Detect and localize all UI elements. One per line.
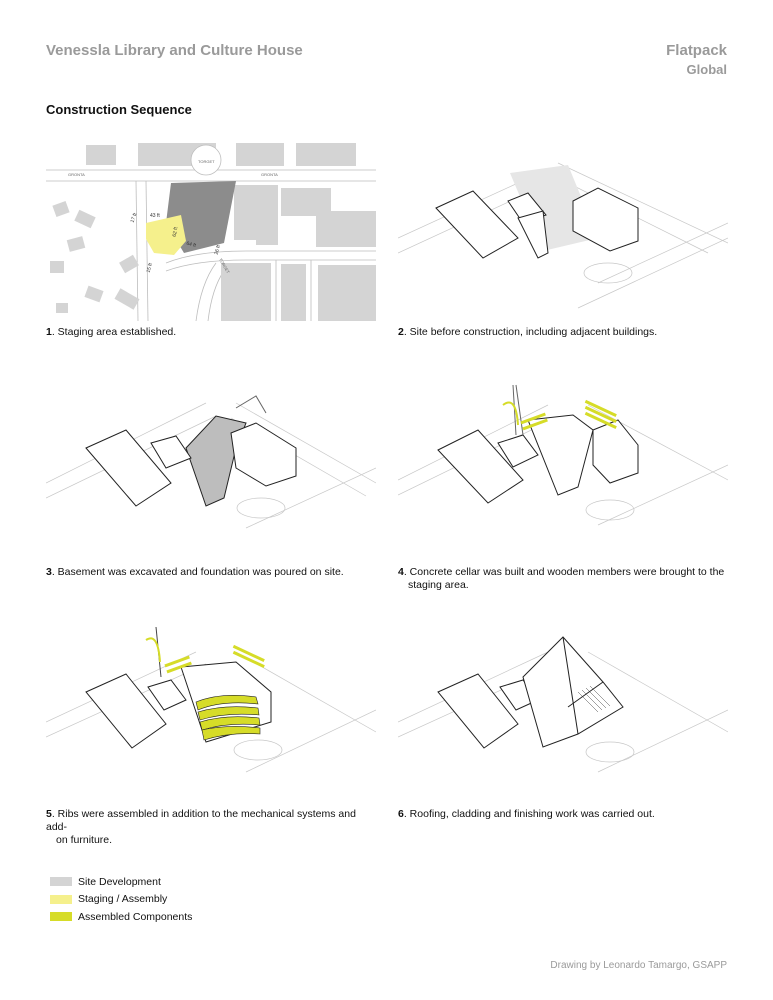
- axon-drawing-5: [46, 622, 376, 802]
- dim-64ft: 64 ft: [185, 240, 197, 249]
- step-3-number: 3: [46, 566, 52, 578]
- axon-drawing-3: [46, 388, 376, 558]
- section-title: Construction Sequence: [46, 102, 192, 117]
- legend-item-staging: [50, 891, 192, 909]
- axon-panel-3: [46, 388, 376, 558]
- step-2-number: 2: [398, 326, 404, 338]
- legend-swatch-gray: [50, 877, 72, 886]
- step-4-text-cont: staging area.: [408, 579, 469, 591]
- step-5-text: . Ribs were assembled in addition to the mechanical systems and add-: [46, 808, 356, 833]
- axon-panel-5: [46, 622, 376, 802]
- caption-step-4: [398, 566, 728, 592]
- step-2-text: . Site before construction, including adjacent buildings.: [403, 326, 658, 338]
- axon-panel-4: [398, 375, 728, 558]
- brand-block: [666, 42, 727, 77]
- axon-panel-2: [398, 143, 728, 321]
- legend-label: Staging / Assembly: [78, 893, 168, 906]
- step-1-text: . Staging area established.: [51, 326, 177, 338]
- step-4-text: . Concrete cellar was built and wooden members were brought to the: [403, 566, 725, 578]
- brand-region: Global: [686, 62, 727, 77]
- step-3-text: . Basement was excavated and foundation was poured on site.: [51, 566, 344, 578]
- street-label-south: TORGET: [218, 257, 231, 275]
- caption-step-6: [398, 808, 728, 821]
- caption-step-1: [46, 326, 376, 339]
- caption-step-5: [46, 808, 376, 847]
- site-plan-panel: [46, 143, 376, 321]
- dim-17ft: 17 ft: [129, 212, 139, 224]
- street-label-east: GRONTA: [261, 172, 278, 177]
- legend: [50, 873, 192, 926]
- legend-swatch-yellow-green: [50, 912, 72, 921]
- axon-panel-6: [398, 622, 728, 802]
- axon-drawing-4: [398, 375, 728, 558]
- brand-name: Flatpack: [666, 42, 727, 59]
- step-4-number: 4: [398, 566, 404, 578]
- legend-swatch-light-yellow: [50, 895, 72, 904]
- axon-drawing-6: [398, 622, 728, 802]
- legend-item-site-development: [50, 873, 192, 891]
- dim-26ft: 26 ft: [213, 244, 222, 256]
- site-plan-drawing: [46, 143, 376, 321]
- dim-43ft: 43 ft: [150, 213, 160, 219]
- street-label-west: GRONTA: [68, 172, 85, 177]
- step-1-number: 1: [46, 326, 52, 338]
- caption-step-2: [398, 326, 728, 339]
- plaza-label: TORGET: [198, 159, 215, 164]
- dim-62ft: 62 ft: [171, 226, 180, 238]
- dim-15ft: 15 ft: [145, 262, 154, 274]
- legend-item-assembled: [50, 908, 192, 926]
- caption-step-3: [46, 566, 376, 579]
- legend-label: Site Development: [78, 875, 161, 888]
- step-5-number: 5: [46, 808, 52, 820]
- page-title: Venessla Library and Culture House: [46, 42, 303, 59]
- step-6-text: . Roofing, cladding and finishing work was carried out.: [403, 808, 655, 820]
- axon-drawing-2: [398, 143, 728, 321]
- legend-label: Assembled Components: [78, 910, 193, 923]
- step-5-text-cont: on furniture.: [56, 834, 113, 846]
- step-6-number: 6: [398, 808, 404, 820]
- drawing-credit: Drawing by Leonardo Tamargo, GSAPP: [550, 960, 727, 971]
